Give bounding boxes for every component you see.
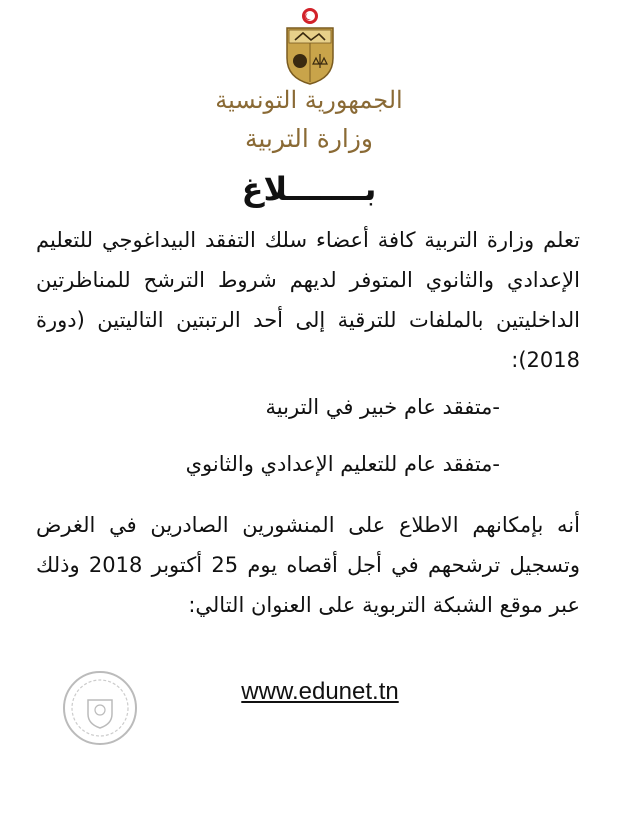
- rank-item: -متفقد عام للتعليم الإعدادي والثانوي: [185, 452, 500, 476]
- official-seal-icon: [60, 668, 140, 748]
- rank-item: -متفقد عام خبير في التربية: [265, 395, 500, 419]
- coat-of-arms-icon: [281, 6, 339, 86]
- ministry-name: وزارة التربية: [244, 124, 373, 153]
- announcement-title: بـــــــلاغ: [241, 170, 377, 208]
- republic-name: الجمهورية التونسية: [215, 86, 403, 114]
- body-paragraph: أنه بإمكانهم الاطلاع على المنشورين الصادرين في الغرض وتسجيل ترشحهم في أجل أقصاه يوم 25 أكتوبر 2018 وذلك عبر موقع الشبكة التربوية على العنوان التالي:: [36, 513, 580, 617]
- website-link[interactable]: www.edunet.tn: [241, 678, 399, 705]
- intro-paragraph: تعلم وزارة التربية كافة أعضاء سلك التفقد البيداغوجي للتعليم الإعدادي والثانوي المتوفر لديهم شروط الترشح للمناظرتين الداخليتين بالملفات للترقية إلى أحد الرتبتين التاليتين (دورة 2018):: [36, 228, 580, 372]
